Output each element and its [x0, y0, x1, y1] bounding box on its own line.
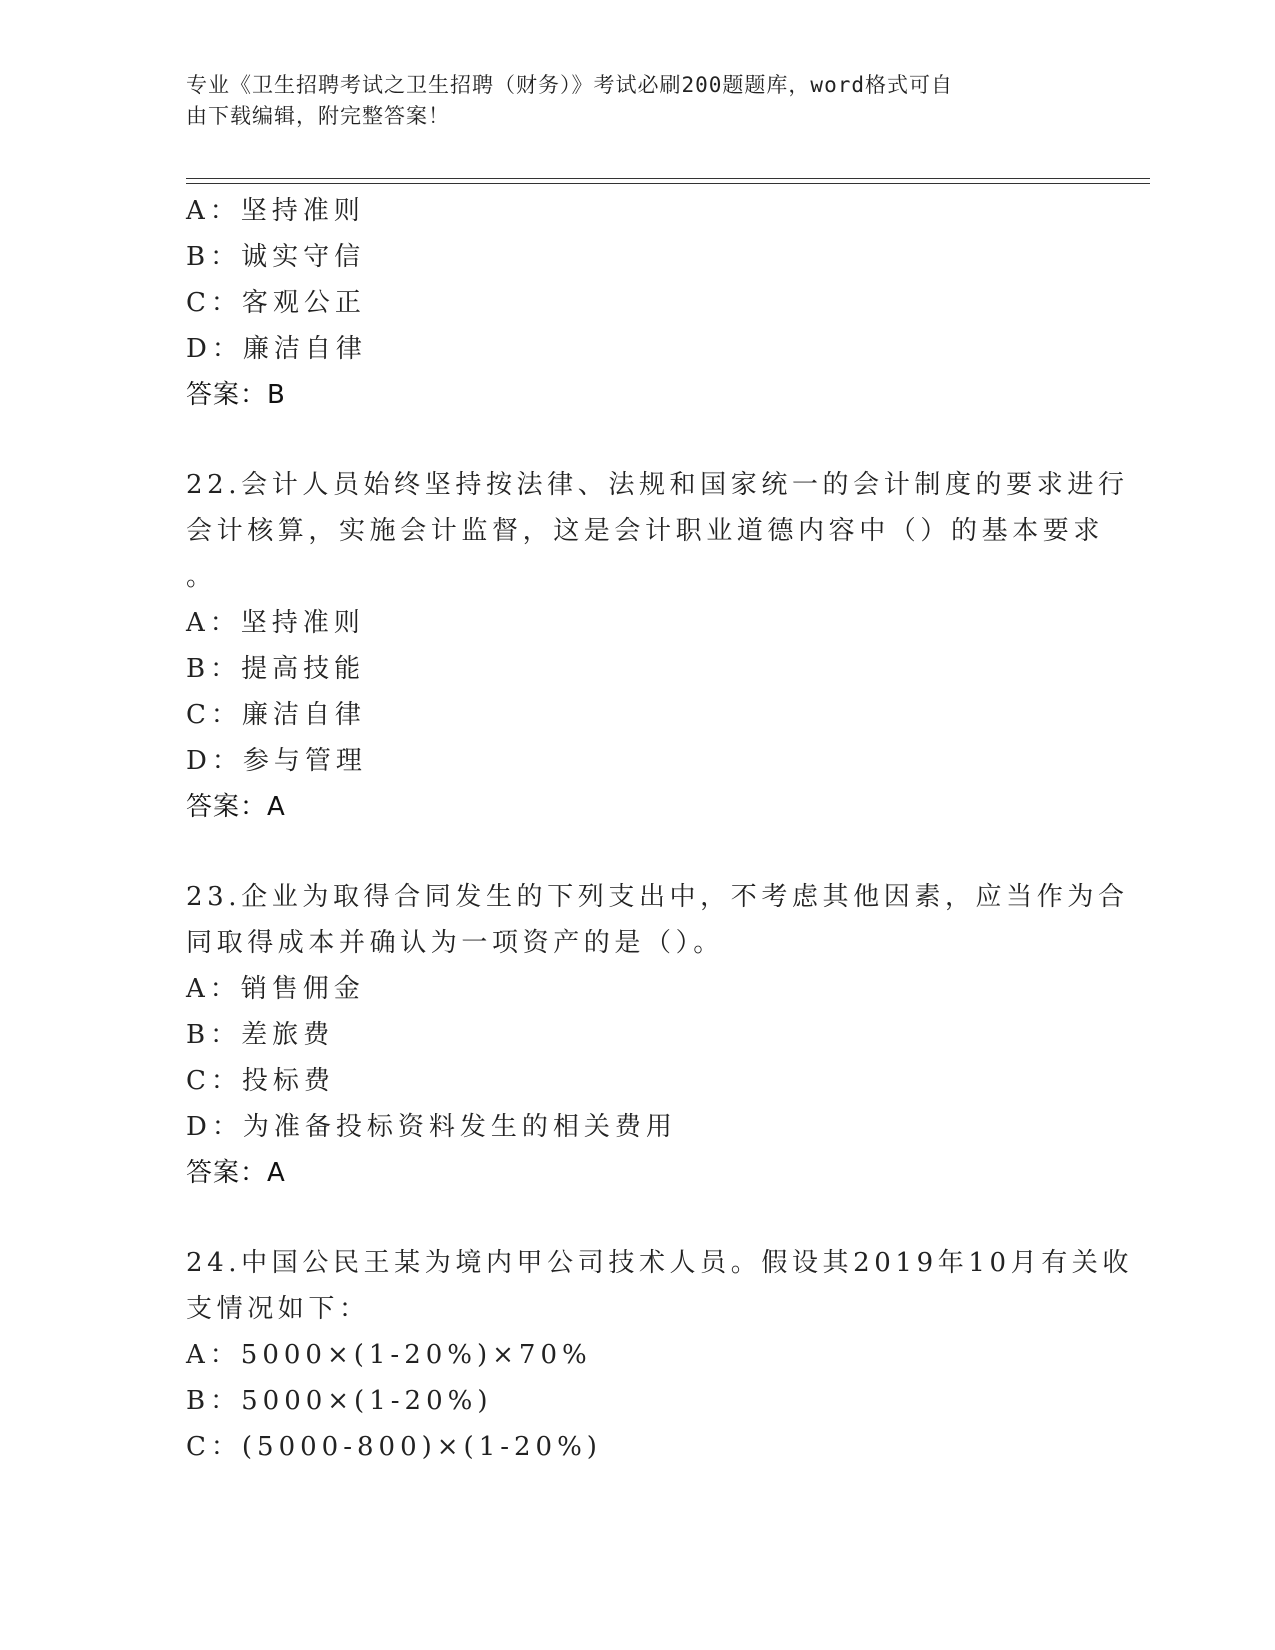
option-d: D：参与管理 — [186, 746, 367, 776]
option-b: B：提高技能 — [186, 654, 366, 684]
answer-line: 答案：A — [186, 1158, 286, 1188]
option-b: B：差旅费 — [186, 1020, 335, 1050]
question-21 — [186, 188, 1076, 418]
question-stem-line: 24.中国公民王某为境内甲公司技术人员。假设其2019年10月有关收 — [186, 1248, 1134, 1278]
question-stem-line: 。 — [186, 562, 217, 592]
question-22 — [186, 462, 1129, 830]
header-divider-top — [186, 178, 1150, 179]
question-stem-line: 22.会计人员始终坚持按法律、法规和国家统一的会计制度的要求进行 — [186, 470, 1129, 500]
header-line-2: 由下载编辑，附完整答案！ — [186, 104, 450, 128]
option-c: C：(5000-800)×(1-20%) — [186, 1432, 602, 1462]
question-stem-line: 会计核算，实施会计监督，这是会计职业道德内容中（）的基本要求 — [186, 516, 1105, 546]
option-d: D：为准备投标资料发生的相关费用 — [186, 1112, 677, 1142]
document-header — [186, 70, 1066, 132]
option-c: C：廉洁自律 — [186, 700, 366, 730]
question-24 — [186, 1240, 1134, 1470]
question-content — [186, 188, 1134, 1470]
option-a: A：销售佣金 — [186, 974, 365, 1004]
question-stem-line: 23.企业为取得合同发生的下列支出中，不考虑其他因素，应当作为合 — [186, 882, 1129, 912]
answer-line: 答案：B — [186, 380, 286, 410]
question-stem-line: 支情况如下： — [186, 1294, 370, 1324]
option-c: C：客观公正 — [186, 288, 366, 318]
spacer — [186, 1196, 1076, 1240]
question-23 — [186, 874, 1129, 1196]
question-stem-line: 同取得成本并确认为一项资产的是（）。 — [186, 928, 724, 958]
option-d: D：廉洁自律 — [186, 334, 367, 364]
option-a: A：坚持准则 — [186, 196, 365, 226]
option-a: A：5000×(1-20%)×70% — [186, 1340, 592, 1370]
option-a: A：坚持准则 — [186, 608, 365, 638]
header-line-1: 专业《卫生招聘考试之卫生招聘（财务）》考试必刷200题题库，word格式可自 — [186, 73, 953, 97]
spacer — [186, 830, 1076, 874]
option-b: B：5000×(1-20%) — [186, 1386, 493, 1416]
spacer — [186, 418, 1076, 462]
option-b: B：诚实守信 — [186, 242, 366, 272]
answer-line: 答案：A — [186, 792, 286, 822]
option-c: C：投标费 — [186, 1066, 335, 1096]
header-divider-bottom — [186, 183, 1150, 184]
